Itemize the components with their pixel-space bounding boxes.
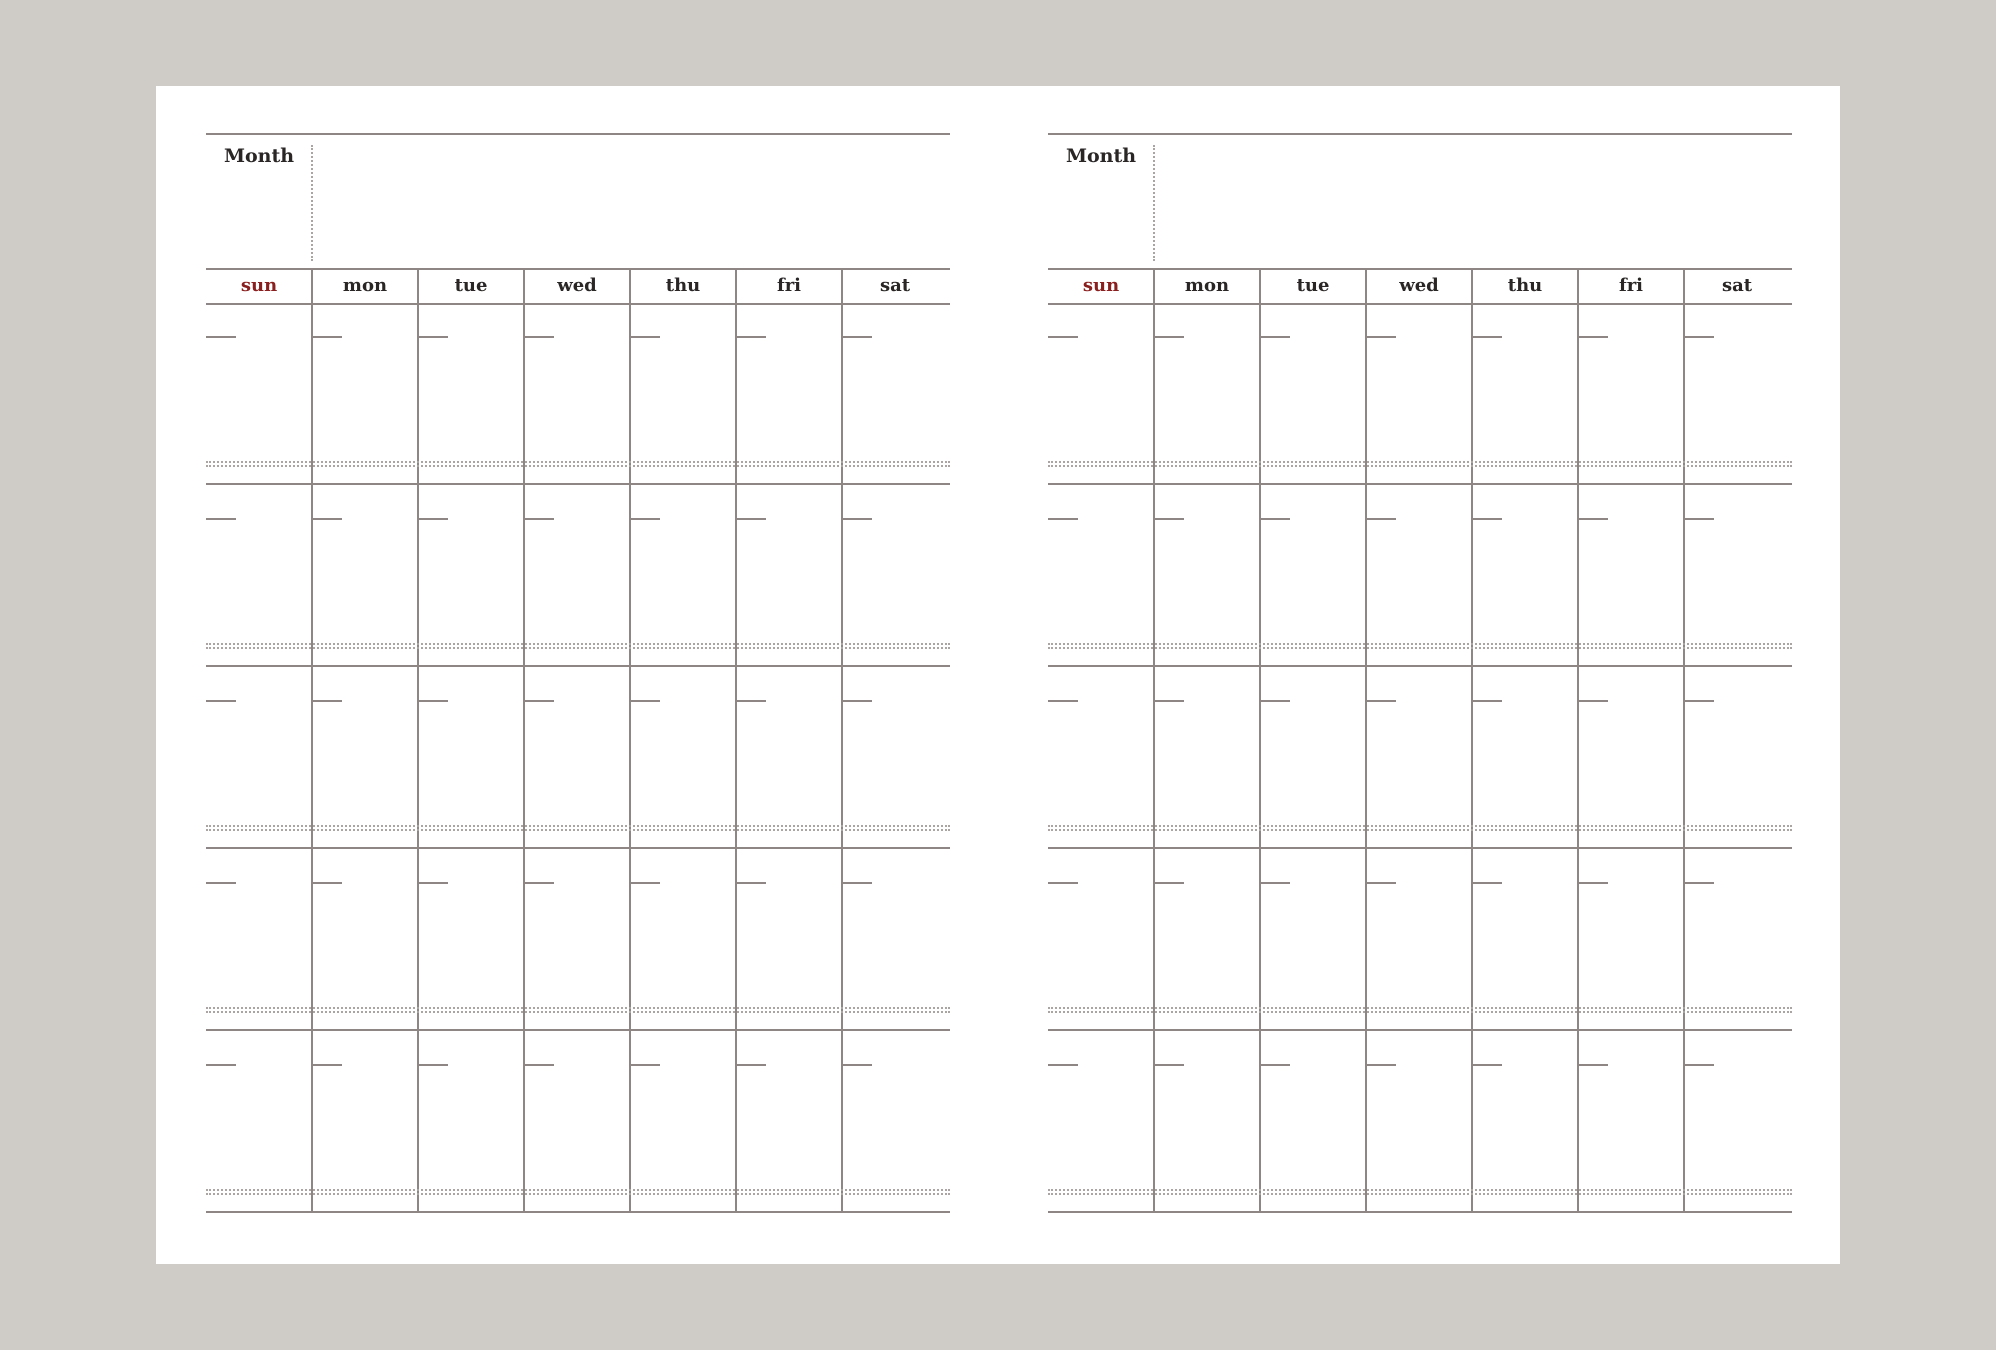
week-dotted-rule — [1048, 1193, 1792, 1195]
date-tick — [312, 700, 342, 702]
column-divider — [1471, 268, 1473, 1213]
day-header-thu: thu — [1507, 275, 1543, 296]
date-tick — [1366, 336, 1396, 338]
day-header-tue: tue — [454, 275, 488, 296]
date-tick — [1472, 882, 1502, 884]
week-dotted-rule — [1048, 825, 1792, 827]
date-tick — [630, 1064, 660, 1066]
date-tick — [418, 518, 448, 520]
day-header-sun: sun — [240, 275, 278, 296]
week-dotted-rule — [206, 461, 950, 463]
week-bottom-rule — [1048, 483, 1792, 485]
planner-sheet — [156, 86, 1840, 1264]
week-bottom-rule — [206, 1029, 950, 1031]
week-dotted-rule — [206, 643, 950, 645]
day-header-thu: thu — [665, 275, 701, 296]
date-tick — [206, 882, 236, 884]
week-dotted-rule — [206, 465, 950, 467]
date-tick — [312, 882, 342, 884]
date-tick — [1366, 882, 1396, 884]
column-divider — [1259, 268, 1261, 1213]
week-dotted-rule — [206, 829, 950, 831]
column-divider — [629, 268, 631, 1213]
date-tick — [1260, 700, 1290, 702]
column-divider — [523, 268, 525, 1213]
header-bottom-rule — [206, 303, 950, 305]
date-tick — [1684, 518, 1714, 520]
week-dotted-rule — [1048, 1011, 1792, 1013]
date-tick — [524, 882, 554, 884]
date-tick — [1048, 1064, 1078, 1066]
date-tick — [206, 700, 236, 702]
date-tick — [1048, 518, 1078, 520]
week-dotted-rule — [1048, 643, 1792, 645]
date-tick — [1578, 700, 1608, 702]
date-tick — [1154, 336, 1184, 338]
date-tick — [1154, 700, 1184, 702]
date-tick — [418, 1064, 448, 1066]
date-tick — [1260, 1064, 1290, 1066]
header-bottom-rule — [1048, 303, 1792, 305]
column-divider — [311, 268, 313, 1213]
date-tick — [842, 518, 872, 520]
date-tick — [1472, 518, 1502, 520]
column-divider — [1365, 268, 1367, 1213]
week-dotted-rule — [206, 1189, 950, 1191]
month-label: Month — [223, 145, 295, 167]
day-header-sat: sat — [879, 275, 911, 296]
date-tick — [1366, 700, 1396, 702]
date-tick — [736, 1064, 766, 1066]
week-bottom-rule — [1048, 1029, 1792, 1031]
date-tick — [206, 518, 236, 520]
week-dotted-rule — [206, 1193, 950, 1195]
date-tick — [1684, 336, 1714, 338]
date-tick — [524, 336, 554, 338]
week-dotted-rule — [1048, 1189, 1792, 1191]
date-tick — [630, 336, 660, 338]
week-bottom-rule — [1048, 847, 1792, 849]
date-tick — [206, 336, 236, 338]
date-tick — [1684, 1064, 1714, 1066]
date-tick — [1366, 1064, 1396, 1066]
day-header-wed: wed — [557, 275, 597, 296]
day-header-fri: fri — [1618, 275, 1644, 296]
date-tick — [312, 518, 342, 520]
date-tick — [1578, 882, 1608, 884]
week-dotted-rule — [1048, 647, 1792, 649]
date-tick — [1260, 336, 1290, 338]
date-tick — [1260, 882, 1290, 884]
date-tick — [1472, 1064, 1502, 1066]
date-tick — [1684, 882, 1714, 884]
top-rule — [1048, 133, 1792, 135]
week-bottom-rule — [206, 1211, 950, 1213]
date-tick — [1154, 1064, 1184, 1066]
week-dotted-rule — [206, 825, 950, 827]
week-dotted-rule — [206, 647, 950, 649]
day-header-fri: fri — [776, 275, 802, 296]
week-bottom-rule — [206, 665, 950, 667]
date-tick — [1048, 882, 1078, 884]
day-header-sun: sun — [1082, 275, 1120, 296]
date-tick — [630, 518, 660, 520]
week-dotted-rule — [1048, 465, 1792, 467]
date-tick — [842, 336, 872, 338]
date-tick — [1048, 336, 1078, 338]
date-tick — [736, 336, 766, 338]
week-dotted-rule — [206, 1011, 950, 1013]
date-tick — [630, 700, 660, 702]
date-tick — [1472, 700, 1502, 702]
day-header-tue: tue — [1296, 275, 1330, 296]
date-tick — [312, 336, 342, 338]
column-divider — [417, 268, 419, 1213]
week-bottom-rule — [1048, 1211, 1792, 1213]
week-bottom-rule — [1048, 665, 1792, 667]
date-tick — [206, 1064, 236, 1066]
column-divider — [841, 268, 843, 1213]
column-divider — [735, 268, 737, 1213]
date-tick — [418, 700, 448, 702]
date-tick — [1260, 518, 1290, 520]
date-tick — [842, 700, 872, 702]
column-divider — [1577, 268, 1579, 1213]
week-dotted-rule — [1048, 461, 1792, 463]
date-tick — [1472, 336, 1502, 338]
date-tick — [842, 882, 872, 884]
day-header-sat: sat — [1721, 275, 1753, 296]
month-divider — [311, 145, 313, 261]
column-divider — [1153, 268, 1155, 1213]
date-tick — [1578, 336, 1608, 338]
month-divider — [1153, 145, 1155, 261]
week-dotted-rule — [1048, 829, 1792, 831]
day-header-wed: wed — [1399, 275, 1439, 296]
week-bottom-rule — [206, 483, 950, 485]
column-divider — [1683, 268, 1685, 1213]
day-header-mon: mon — [342, 275, 388, 296]
date-tick — [524, 1064, 554, 1066]
week-dotted-rule — [206, 1007, 950, 1009]
date-tick — [630, 882, 660, 884]
date-tick — [1578, 1064, 1608, 1066]
date-tick — [736, 700, 766, 702]
top-rule — [206, 133, 950, 135]
date-tick — [1366, 518, 1396, 520]
date-tick — [418, 336, 448, 338]
date-tick — [736, 882, 766, 884]
month-label: Month — [1065, 145, 1137, 167]
date-tick — [1578, 518, 1608, 520]
date-tick — [312, 1064, 342, 1066]
day-header-mon: mon — [1184, 275, 1230, 296]
date-tick — [418, 882, 448, 884]
date-tick — [1048, 700, 1078, 702]
week-dotted-rule — [1048, 1007, 1792, 1009]
date-tick — [524, 700, 554, 702]
monthly-planner-left — [206, 133, 950, 1133]
date-tick — [1154, 518, 1184, 520]
date-tick — [736, 518, 766, 520]
week-bottom-rule — [206, 847, 950, 849]
date-tick — [1684, 700, 1714, 702]
date-tick — [524, 518, 554, 520]
date-tick — [1154, 882, 1184, 884]
monthly-planner-right — [1048, 133, 1792, 1133]
date-tick — [842, 1064, 872, 1066]
